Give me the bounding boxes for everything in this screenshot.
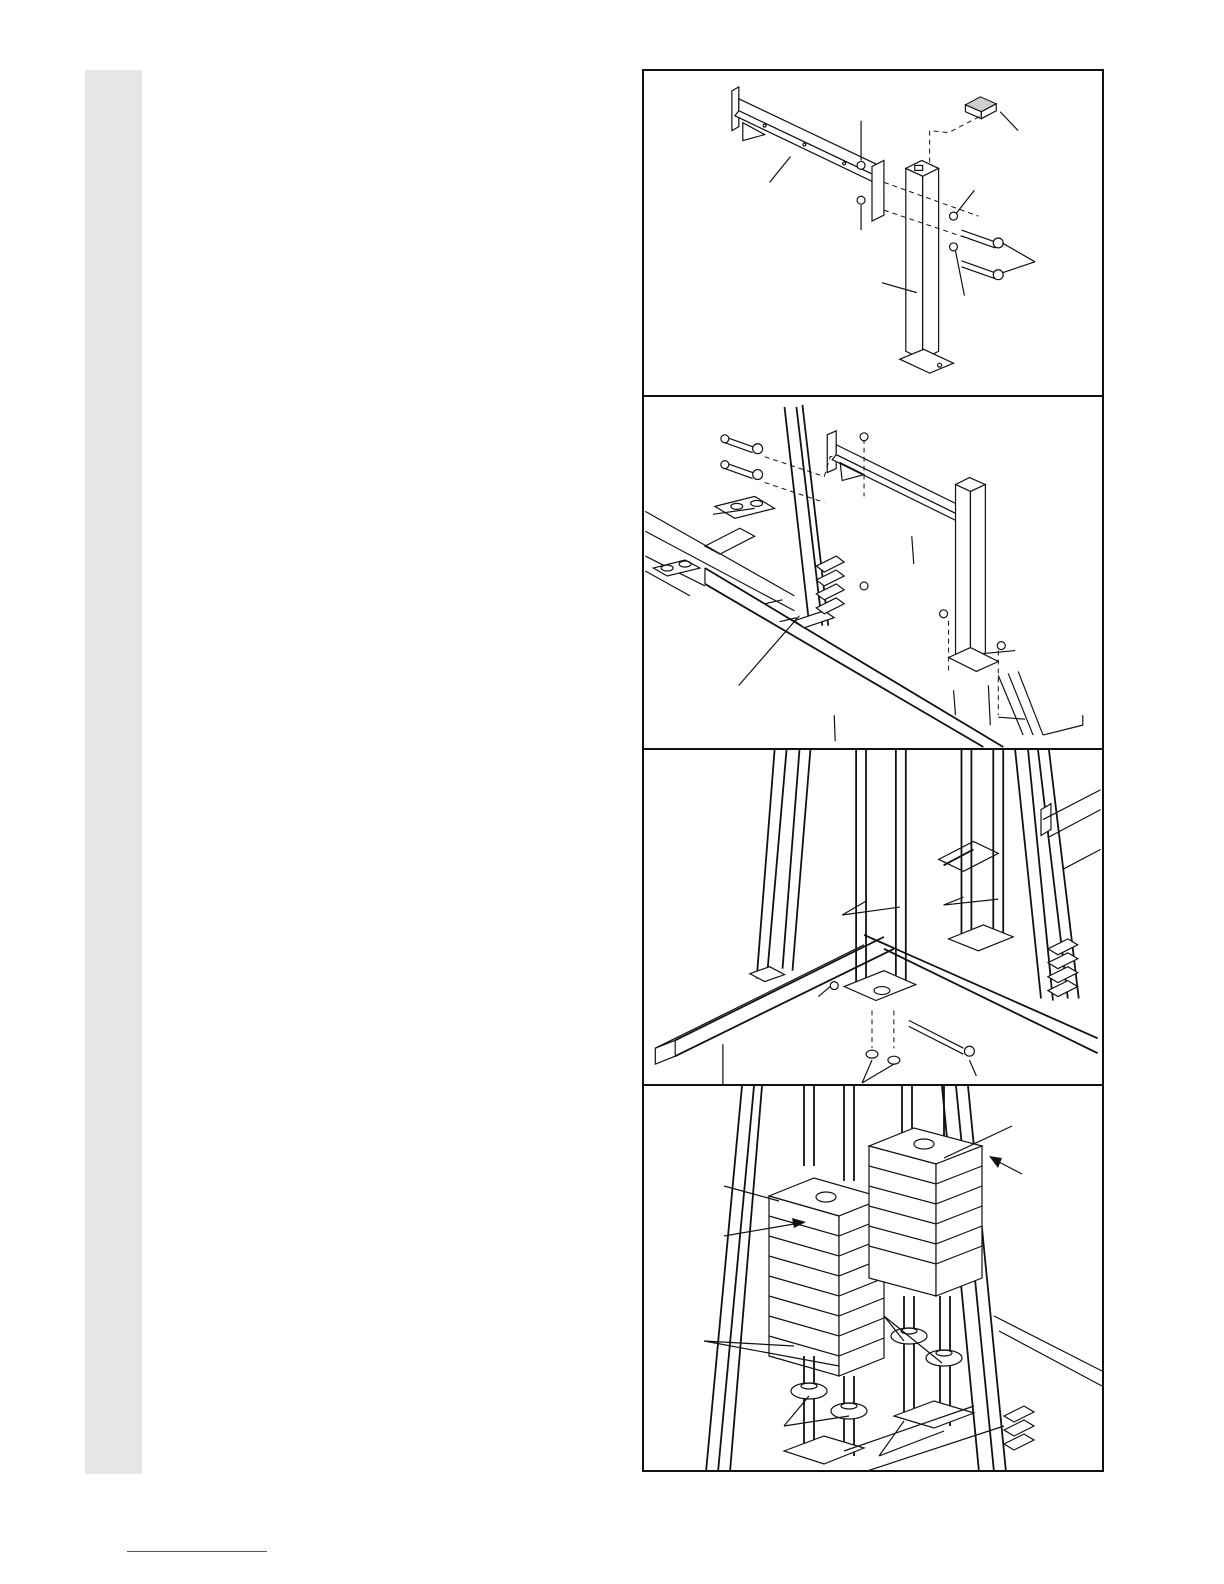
figure-b-drawing	[644, 397, 1102, 748]
bolt-head-bottom	[993, 270, 1003, 280]
nut-top	[857, 161, 865, 169]
footer-link-underline[interactable]	[127, 1551, 267, 1552]
figure-a-drawing	[644, 71, 1102, 395]
illustration-frame	[642, 69, 1104, 1472]
assembly-figure-step-d	[644, 1086, 1102, 1472]
side-margin-strip	[85, 70, 142, 1474]
assembly-figure-step-a	[644, 71, 1102, 397]
nut-bottom	[857, 196, 865, 204]
assembly-figure-step-b	[644, 397, 1102, 750]
crossbar-end-plate	[732, 87, 739, 131]
crossbar-bracket	[872, 160, 884, 221]
figure-d-drawing	[644, 1086, 1102, 1472]
assembly-figure-step-c	[644, 750, 1102, 1086]
figure-c-drawing	[644, 750, 1102, 1084]
bolt-head-top	[993, 238, 1003, 248]
